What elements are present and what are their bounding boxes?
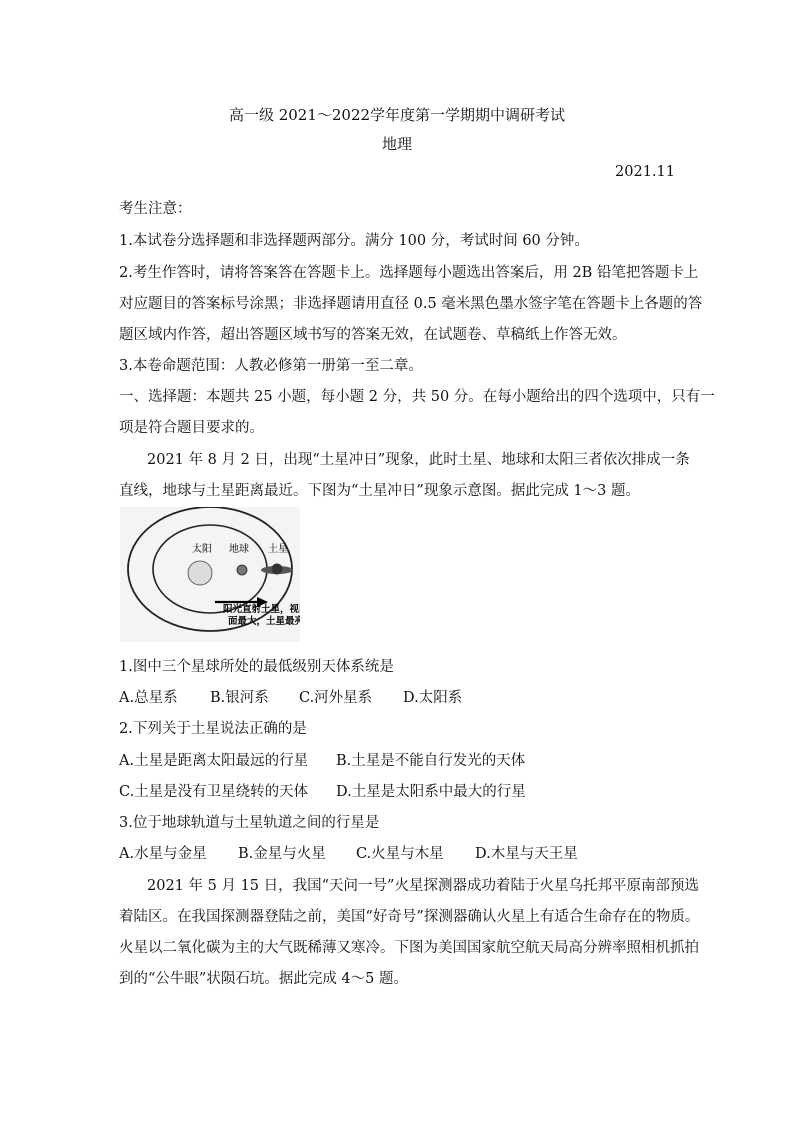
- passage-2-line-3: 火星以二氧化碳为主的大气既稀薄又寒冷。下图为美国国家航空航天局高分辨率照相机抓拍: [119, 940, 699, 956]
- passage-2-line-4: 到的“公牛眼”状陨石坑。据此完成 4～5 题。: [119, 971, 408, 987]
- notice-item-2-line-3: 题区域内作答，超出答题区域书写的答案无效，在试题卷、草稿纸上作答无效。: [119, 327, 627, 343]
- question-1-stem: 1.图中三个星球所处的最低级别天体系统是: [119, 659, 394, 675]
- passage-2-line-2: 着陆区。在我国探测器登陆之前，美国“好奇号”探测器确认火星上有适合生命存在的物质。: [119, 909, 700, 925]
- section-1-instruction-line-2: 项是符合题目要求的。: [119, 420, 264, 436]
- label-saturn: 土星: [268, 544, 288, 555]
- q1-option-b[interactable]: B.银河系: [210, 690, 269, 706]
- caption-line-1: 阳光直射土星，视圆: [223, 604, 300, 615]
- question-2-stem: 2.下列关于土星说法正确的是: [119, 721, 307, 737]
- q1-option-d[interactable]: D.太阳系: [403, 690, 463, 706]
- q2-option-c[interactable]: C.土星是没有卫星绕转的天体: [119, 784, 309, 800]
- saturn-opposition-figure: [120, 507, 300, 642]
- notice-item-3: 3.本卷命题范围：人教必修第一册第一至二章。: [119, 358, 423, 374]
- q1-option-a[interactable]: A.总星系: [119, 690, 178, 706]
- caption-line-2: 面最大，土星最亮: [228, 616, 300, 627]
- exam-date: 2021.11: [615, 164, 675, 180]
- q3-option-d[interactable]: D.木星与天王星: [475, 846, 578, 862]
- passage-2-line-1: 2021 年 5 月 15 日，我国“天问一号”火星探测器成功着陆于火星乌托邦平原南部预选: [147, 878, 699, 894]
- q1-option-c[interactable]: C.河外星系: [299, 690, 373, 706]
- passage-1-line-2: 直线，地球与土星距离最近。下图为“土星冲日”现象示意图。据此完成 1～3 题。: [119, 483, 640, 499]
- subject-title: 地理: [381, 135, 412, 153]
- notice-item-2-line-1: 2.考生作答时，请将答案答在答题卡上。选择题每小题选出答案后，用 2B 铅笔把答题卡上: [119, 265, 699, 281]
- earth-icon: [237, 565, 247, 575]
- q3-option-c[interactable]: C.火星与木星: [356, 846, 444, 862]
- notice-item-1: 1.本试卷分选择题和非选择题两部分。满分 100 分，考试时间 60 分钟。: [119, 233, 589, 249]
- section-1-instruction-line-1: 一、选择题：本题共 25 小题，每小题 2 分，共 50 分。在每小题给出的四个选项中，只有一: [119, 389, 715, 405]
- label-earth: 地球: [229, 544, 249, 555]
- q3-option-a[interactable]: A.水星与金星: [119, 846, 207, 862]
- notice-heading: 考生注意：: [119, 201, 192, 217]
- saturn-opposition-diagram: [120, 507, 300, 642]
- q2-option-a[interactable]: A.土星是距离太阳最远的行星: [119, 753, 309, 769]
- q3-option-b[interactable]: B.金星与火星: [238, 846, 326, 862]
- notice-item-2-line-2: 对应题目的答案标号涂黑；非选择题请用直径 0.5 毫米黑色墨水签字笔在答题卡上各题的答: [119, 296, 703, 312]
- sun-icon: [188, 561, 212, 585]
- exam-title: 高一级 2021～2022学年度第一学期期中调研考试: [228, 106, 566, 124]
- q2-option-b[interactable]: B.土星是不能自行发光的天体: [336, 753, 526, 769]
- q2-option-d[interactable]: D.土星是太阳系中最大的行星: [336, 784, 526, 800]
- question-3-stem: 3.位于地球轨道与土星轨道之间的行星是: [119, 815, 380, 831]
- label-sun: 太阳: [192, 544, 212, 555]
- passage-1-line-1: 2021 年 8 月 2 日，出现“土星冲日”现象，此时土星、地球和太阳三者依次排成一条: [147, 452, 690, 468]
